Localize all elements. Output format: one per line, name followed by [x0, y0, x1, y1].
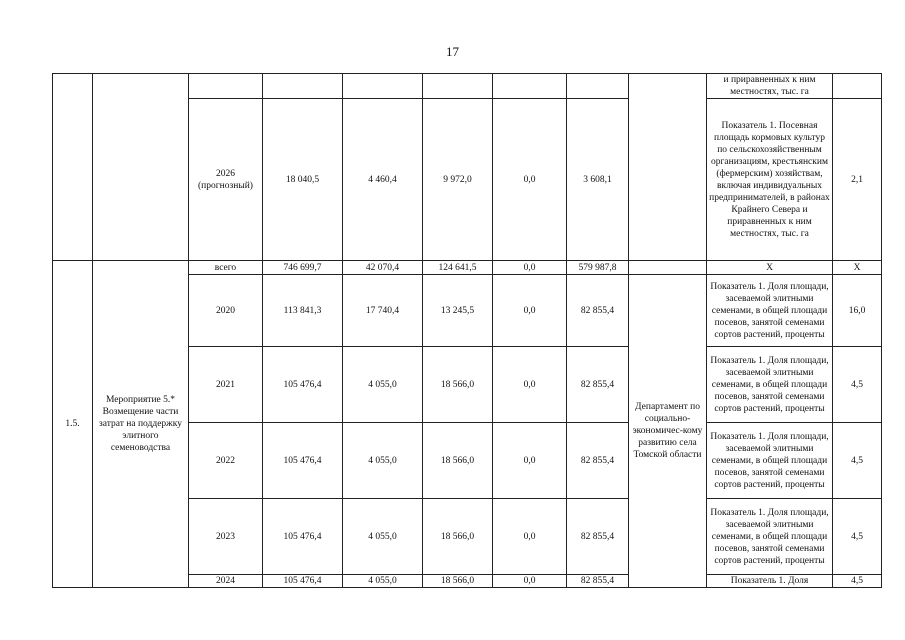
value-cell: 42 070,4 — [343, 261, 423, 275]
value-cell: 3 608,1 — [567, 99, 629, 261]
indicator-cell: Показатель 1. Доля площади, засеваемой элитными семенами, в общей площади посевов, занятой семенами сортов растений, проценты — [707, 347, 833, 423]
value-cell: 0,0 — [493, 99, 567, 261]
target-cell: 4,5 — [833, 575, 882, 588]
value-cell: 0,0 — [493, 347, 567, 423]
x-cell: X — [833, 261, 882, 275]
indicator-cell: Показатель 1. Доля площади, засеваемой элитными семенами, в общей площади посевов, занятой семенами сортов растений, проценты — [707, 499, 833, 575]
value-cell: 82 855,4 — [567, 347, 629, 423]
department-cell — [629, 74, 707, 261]
value-cell: 105 476,4 — [263, 499, 343, 575]
value-cell: 0,0 — [493, 423, 567, 499]
department-cell: Департамент по социально-экономичес-кому развитию села Томской области — [629, 275, 707, 588]
table-row — [53, 261, 882, 275]
measure-name: Мероприятие 5.* Возмещение части затрат на поддержку элитного семеноводства — [93, 261, 189, 588]
value-cell: 4 055,0 — [343, 575, 423, 588]
indicator-cell: Показатель 1. Доля площади, засеваемой элитными семенами, в общей площади посевов, занятой семенами сортов растений, проценты — [707, 423, 833, 499]
program-table — [52, 73, 882, 588]
name-cell — [93, 74, 189, 261]
indicator-cell: Показатель 1. Доля площади, засеваемой элитными семенами, в общей площади посевов, занятой семенами сортов растений, проценты — [707, 275, 833, 347]
value-cell: 746 699,7 — [263, 261, 343, 275]
year-cell: 2023 — [189, 499, 263, 575]
value-cell: 105 476,4 — [263, 423, 343, 499]
target-cell: 4,5 — [833, 499, 882, 575]
target-cell: 4,5 — [833, 423, 882, 499]
year-cell: 2026 (прогнозный) — [189, 99, 263, 261]
indicator-cell: Показатель 1. Посевная площадь кормовых культур по сельскохозяйственным организациям, крестьянским (фермерским) хозяйствам, включая индивидуальных предпринимателей, в районах Крайнего Севера и приравненных к ним местностях, тыс. га — [707, 99, 833, 261]
value-cell: 18 566,0 — [423, 423, 493, 499]
empty-cell — [629, 261, 707, 275]
value-cell: 0,0 — [493, 261, 567, 275]
table-row — [53, 74, 882, 99]
year-cell: 2020 — [189, 275, 263, 347]
value-cell: 113 841,3 — [263, 275, 343, 347]
value-cell: 13 245,5 — [423, 275, 493, 347]
value-cell: 18 566,0 — [423, 499, 493, 575]
value-cell: 4 460,4 — [343, 99, 423, 261]
indicator-cell: и приравненных к ним местностях, тыс. га — [707, 74, 833, 99]
value-cell: 0,0 — [493, 499, 567, 575]
value-cell: 579 987,8 — [567, 261, 629, 275]
year-cell: всего — [189, 261, 263, 275]
target-cell: 2,1 — [833, 99, 882, 261]
year-cell: 2021 — [189, 347, 263, 423]
target-cell: 16,0 — [833, 275, 882, 347]
indicator-cell: Показатель 1. Доля — [707, 575, 833, 588]
value-cell: 82 855,4 — [567, 575, 629, 588]
value-cell: 82 855,4 — [567, 499, 629, 575]
value-cell: 0,0 — [493, 575, 567, 588]
value-cell: 4 055,0 — [343, 423, 423, 499]
year-cell: 2024 — [189, 575, 263, 588]
value-cell: 82 855,4 — [567, 275, 629, 347]
value-cell: 0,0 — [493, 275, 567, 347]
value-cell: 105 476,4 — [263, 347, 343, 423]
value-cell: 18 566,0 — [423, 347, 493, 423]
page-number: 17 — [446, 44, 459, 59]
value-cell: 105 476,4 — [263, 575, 343, 588]
value-cell: 9 972,0 — [423, 99, 493, 261]
year-cell: 2022 — [189, 423, 263, 499]
value-cell: 4 055,0 — [343, 499, 423, 575]
value-cell: 17 740,4 — [343, 275, 423, 347]
value-cell: 124 641,5 — [423, 261, 493, 275]
value-cell: 4 055,0 — [343, 347, 423, 423]
target-cell: 4,5 — [833, 347, 882, 423]
number-cell — [53, 74, 93, 261]
x-cell: X — [707, 261, 833, 275]
value-cell: 18 040,5 — [263, 99, 343, 261]
value-cell: 82 855,4 — [567, 423, 629, 499]
value-cell: 18 566,0 — [423, 575, 493, 588]
measure-number: 1.5. — [53, 261, 93, 588]
